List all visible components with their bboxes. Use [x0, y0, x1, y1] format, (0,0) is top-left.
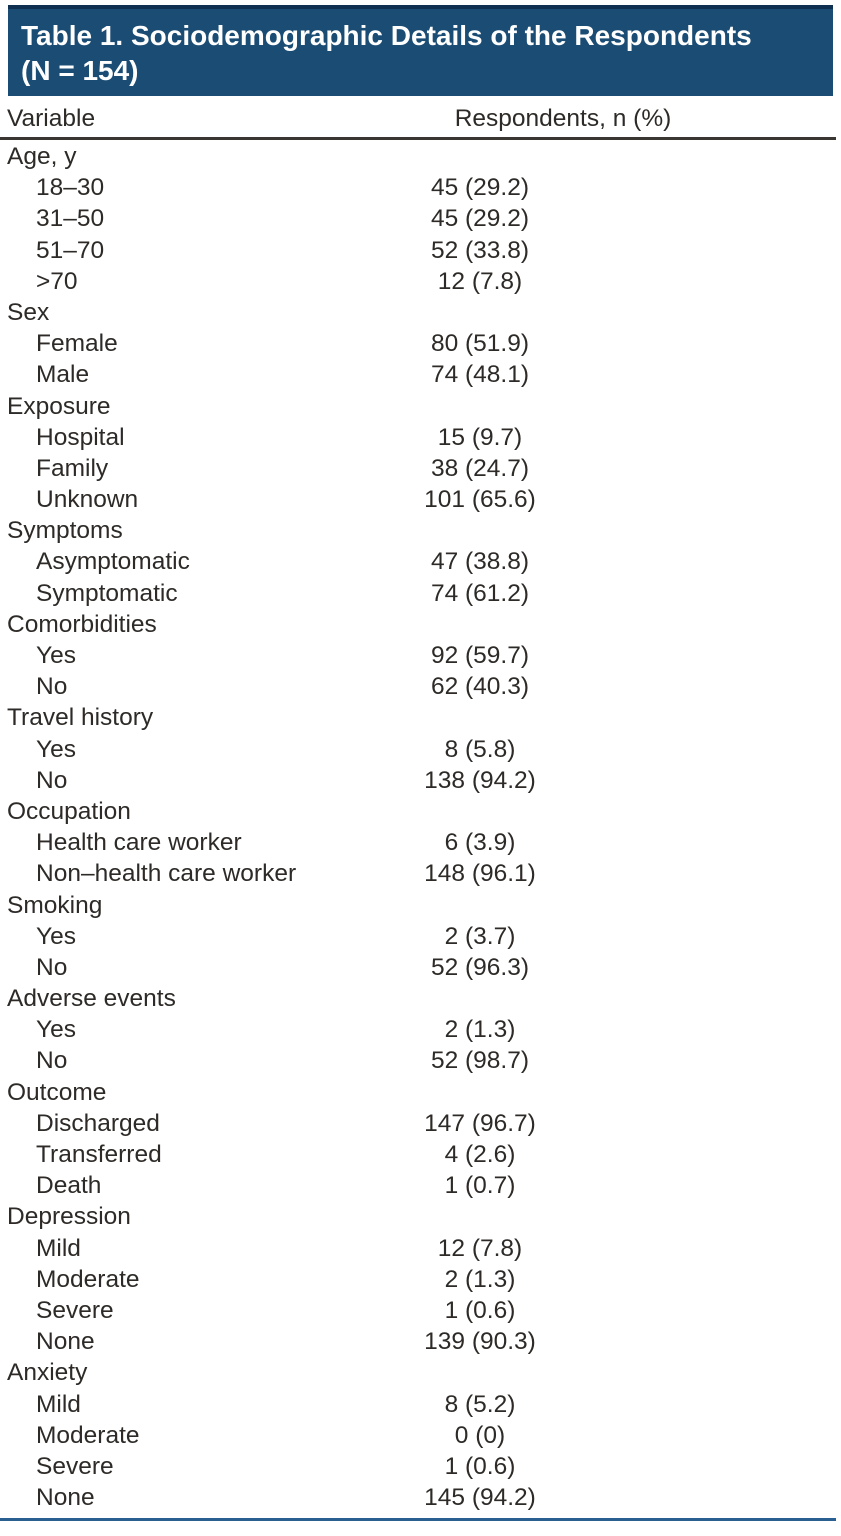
row-label: No [36, 766, 68, 794]
row-label: Hospital [36, 423, 125, 451]
table-row [0, 359, 836, 390]
row-spacer [650, 827, 836, 858]
row-spacer [650, 1451, 836, 1482]
row-spacer [650, 453, 836, 484]
table-row [0, 640, 836, 671]
group-label: Outcome [7, 1078, 107, 1106]
row-label: Yes [36, 642, 76, 669]
row-value: 45 (29.2) [430, 205, 530, 233]
row-value: 8 (5.8) [444, 735, 516, 763]
header-rule [0, 137, 836, 140]
row-label: Female [36, 330, 118, 358]
table-group-row [0, 1357, 836, 1388]
row-spacer [650, 172, 836, 203]
row-value: 148 (96.1) [424, 860, 536, 888]
row-value: 2 (3.7) [444, 922, 516, 950]
row-spacer [650, 796, 836, 827]
row-value [310, 141, 650, 172]
table-row [0, 453, 836, 484]
row-spacer [650, 1045, 836, 1076]
table-group-row [0, 141, 836, 172]
row-value [310, 1077, 650, 1108]
table-row [0, 671, 836, 702]
row-label: Male [36, 361, 90, 389]
row-spacer [650, 1077, 836, 1108]
row-label: Moderate [36, 1265, 140, 1293]
row-label: Death [36, 1172, 102, 1200]
table-row [0, 266, 836, 297]
table-group-row [0, 609, 836, 640]
row-value: 74 (48.1) [430, 361, 530, 389]
table-group-row [0, 1201, 836, 1232]
table-title-banner [8, 5, 833, 96]
row-label: Transferred [36, 1141, 162, 1168]
row-label: Yes [36, 735, 76, 763]
row-value: 15 (9.7) [437, 423, 523, 451]
group-label: Depression [7, 1203, 131, 1231]
row-spacer [650, 297, 836, 328]
row-label: No [36, 953, 68, 981]
row-label: No [36, 673, 68, 701]
table-row [0, 765, 836, 796]
row-spacer [650, 1170, 836, 1201]
row-label: Symptomatic [36, 579, 178, 607]
row-value: 12 (7.8) [437, 267, 523, 295]
row-value: 145 (94.2) [424, 1484, 536, 1512]
group-label: Smoking [7, 891, 103, 919]
group-label: Symptoms [7, 517, 123, 545]
row-spacer [650, 921, 836, 952]
row-value: 2 (1.3) [444, 1016, 516, 1044]
row-spacer [650, 765, 836, 796]
table-group-row [0, 890, 836, 921]
row-spacer [650, 578, 836, 609]
row-label: None [36, 1484, 95, 1512]
table-row [0, 1233, 836, 1264]
table-row [0, 858, 836, 889]
row-value: 139 (90.3) [424, 1328, 536, 1356]
table-row [0, 1482, 836, 1513]
group-label: Adverse events [7, 985, 176, 1013]
table-row [0, 422, 836, 453]
table-row [0, 546, 836, 577]
table-row [0, 172, 836, 203]
row-value: 47 (38.8) [430, 548, 530, 576]
row-spacer [650, 952, 836, 983]
table-row [0, 1295, 836, 1326]
row-value: 92 (59.7) [430, 642, 530, 669]
row-spacer [650, 983, 836, 1014]
row-label: Unknown [36, 486, 139, 514]
row-label: Discharged [36, 1109, 160, 1137]
row-spacer [650, 391, 836, 422]
table-group-row [0, 796, 836, 827]
table-row [0, 1170, 836, 1201]
table-title-line2: (N = 154) [21, 55, 139, 86]
row-spacer [650, 1295, 836, 1326]
group-label: Exposure [7, 392, 111, 420]
group-label: Sex [7, 298, 50, 326]
table-group-row [0, 515, 836, 546]
row-label: No [36, 1047, 68, 1075]
row-value [310, 702, 650, 733]
row-value: 52 (98.7) [430, 1047, 530, 1075]
row-label: 31–50 [36, 205, 105, 233]
row-value [310, 1201, 650, 1232]
table-group-row [0, 983, 836, 1014]
row-spacer [650, 640, 836, 671]
row-value: 1 (0.7) [444, 1172, 516, 1200]
group-label: Comorbidities [7, 610, 157, 638]
row-spacer [650, 266, 836, 297]
table-row [0, 328, 836, 359]
row-spacer [650, 1139, 836, 1170]
table-body [0, 141, 836, 1513]
table-row [0, 1264, 836, 1295]
row-spacer [650, 702, 836, 733]
row-spacer [650, 671, 836, 702]
table-row [0, 827, 836, 858]
row-value [310, 983, 650, 1014]
table-row [0, 1014, 836, 1045]
row-spacer [650, 1420, 836, 1451]
table-group-row [0, 297, 836, 328]
row-value: 1 (0.6) [444, 1296, 516, 1324]
table-title-line1: Table 1. Sociodemographic Details of the Respondents [21, 20, 752, 51]
table-group-row [0, 1077, 836, 1108]
row-spacer [650, 328, 836, 359]
row-spacer [650, 235, 836, 266]
table-row [0, 484, 836, 515]
row-label: 18–30 [36, 174, 105, 202]
table-row [0, 578, 836, 609]
row-value: 52 (33.8) [430, 236, 530, 264]
row-value [310, 391, 650, 422]
row-value: 6 (3.9) [444, 829, 516, 857]
group-label: Travel history [7, 704, 154, 732]
row-label: None [36, 1328, 95, 1356]
table-row [0, 1389, 836, 1420]
row-spacer [650, 1389, 836, 1420]
row-label: Severe [36, 1452, 114, 1480]
row-value: 74 (61.2) [430, 579, 530, 607]
row-value: 4 (2.6) [444, 1141, 516, 1168]
group-label: Anxiety [7, 1359, 88, 1387]
group-label: Occupation [7, 797, 131, 825]
row-value [310, 1357, 650, 1388]
row-spacer [650, 546, 836, 577]
row-label: Non–health care worker [36, 860, 297, 888]
row-value: 8 (5.2) [444, 1390, 516, 1418]
row-value [310, 796, 650, 827]
group-label: Age, y [7, 143, 77, 170]
table-row [0, 1045, 836, 1076]
row-value: 101 (65.6) [424, 486, 536, 514]
row-spacer [650, 1108, 836, 1139]
row-value: 45 (29.2) [430, 174, 530, 202]
row-spacer [650, 1357, 836, 1388]
row-spacer [650, 359, 836, 390]
row-spacer [650, 890, 836, 921]
row-spacer [650, 1201, 836, 1232]
row-label: Health care worker [36, 829, 242, 857]
row-spacer [650, 1264, 836, 1295]
table-row [0, 1451, 836, 1482]
column-header-variable: Variable [7, 105, 96, 132]
row-label: >70 [36, 267, 78, 295]
row-spacer [650, 858, 836, 889]
table-row [0, 734, 836, 765]
row-value: 52 (96.3) [430, 953, 530, 981]
row-spacer [650, 1482, 836, 1513]
row-label: Asymptomatic [36, 548, 190, 576]
table-group-row [0, 391, 836, 422]
row-value: 138 (94.2) [424, 766, 536, 794]
row-label: Mild [36, 1234, 81, 1262]
row-value: 147 (96.7) [424, 1109, 536, 1137]
row-spacer [650, 1233, 836, 1264]
row-spacer [650, 484, 836, 515]
row-value: 38 (24.7) [430, 454, 530, 482]
row-label: Moderate [36, 1421, 140, 1449]
table-row [0, 235, 836, 266]
table-row [0, 1108, 836, 1139]
row-label: Severe [36, 1296, 114, 1324]
row-label: 51–70 [36, 236, 105, 264]
bottom-rule [0, 1518, 836, 1521]
row-spacer [650, 734, 836, 765]
row-value: 0 (0) [454, 1421, 506, 1449]
table-row [0, 952, 836, 983]
column-header-respondents: Respondents, n (%) [454, 105, 672, 132]
row-label: Mild [36, 1390, 81, 1418]
row-value [310, 890, 650, 921]
row-value: 80 (51.9) [430, 330, 530, 358]
row-value [310, 297, 650, 328]
row-value: 1 (0.6) [444, 1452, 516, 1480]
row-label: Family [36, 454, 109, 482]
row-spacer [650, 422, 836, 453]
row-value [310, 515, 650, 546]
column-header-row [0, 102, 836, 136]
table-row [0, 1326, 836, 1357]
row-value: 12 (7.8) [437, 1234, 523, 1262]
table-row [0, 921, 836, 952]
row-value [310, 609, 650, 640]
table-group-row [0, 702, 836, 733]
row-spacer [650, 203, 836, 234]
row-label: Yes [36, 922, 76, 950]
table-row [0, 203, 836, 234]
row-spacer [650, 141, 836, 172]
table-row [0, 1420, 836, 1451]
row-spacer [650, 609, 836, 640]
row-spacer [650, 515, 836, 546]
row-spacer [650, 1326, 836, 1357]
row-value: 2 (1.3) [444, 1265, 516, 1293]
table-row [0, 1139, 836, 1170]
row-value: 62 (40.3) [430, 673, 530, 701]
row-label: Yes [36, 1016, 76, 1044]
row-spacer [650, 1014, 836, 1045]
